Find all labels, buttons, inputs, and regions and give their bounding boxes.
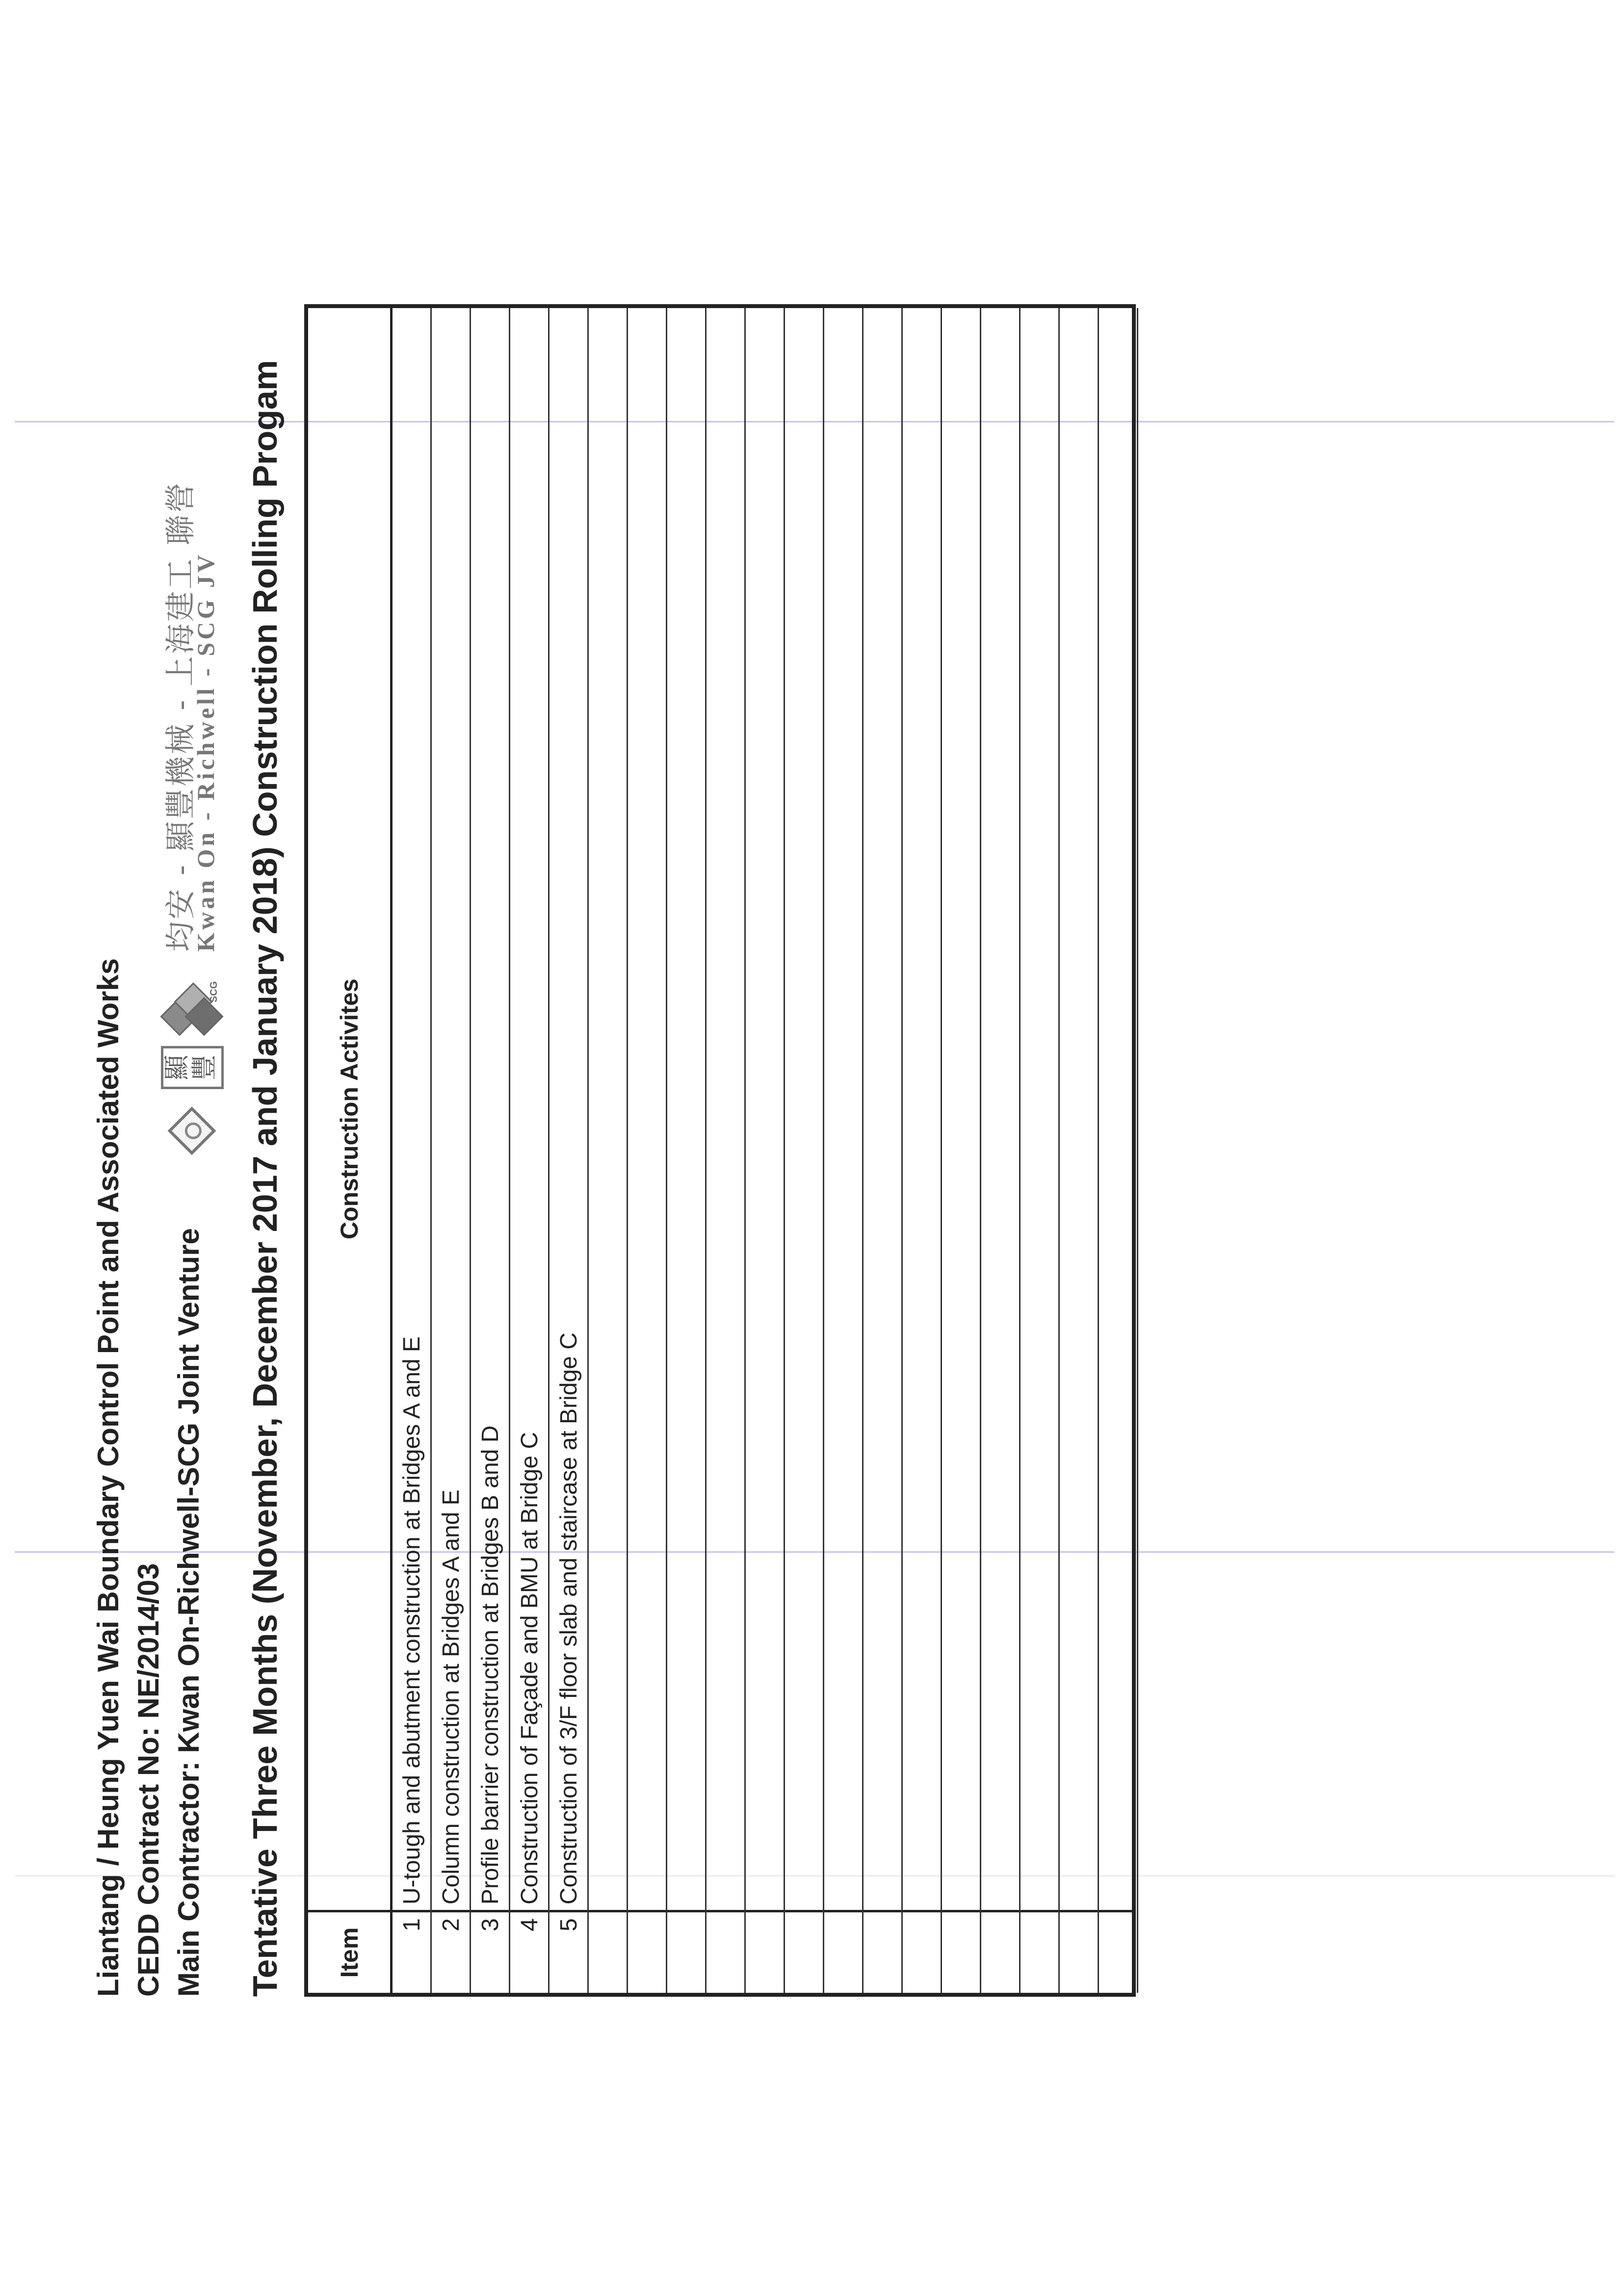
table-row: [471, 308, 510, 1993]
jv-name-chinese: 均安 - 顯豐機械 - 上海建工 聯營: [162, 480, 198, 952]
row-item-number: [589, 1918, 628, 1993]
row-item-number: [667, 1918, 707, 1993]
row-item-number: 3: [477, 1918, 503, 1931]
table-row: [785, 308, 824, 1993]
table-row: [550, 308, 589, 1993]
table-row: [667, 308, 707, 1993]
row-item-number: [942, 1918, 981, 1993]
scg-logo-icon: [156, 981, 220, 1035]
row-item-number: [1021, 1918, 1060, 1993]
table-row: [1099, 308, 1138, 1993]
kwan-on-logo-icon: [168, 1107, 216, 1155]
table-row: [903, 308, 942, 1993]
table-row: [393, 308, 432, 1993]
row-item-number: [903, 1918, 942, 1993]
row-item-number: [785, 1918, 824, 1993]
activities-column-header: Construction Activites: [335, 978, 363, 1240]
row-item-number: [864, 1918, 903, 1993]
row-item-number: 1: [399, 1918, 425, 1931]
project-title: Liantang / Heung Yuen Wai Boundary Control Point and Associated Works: [92, 958, 125, 1997]
table-row: [628, 308, 667, 1993]
table-row: [824, 308, 864, 1993]
row-item-number: [707, 1918, 746, 1993]
row-item-number: 5: [556, 1918, 582, 1931]
table-row: [942, 308, 981, 1993]
row-item-number: [981, 1918, 1021, 1993]
table-row: [1060, 308, 1099, 1993]
main-contractor: Main Contractor: Kwan On-Richwell-SCG Joint Venture: [172, 1228, 205, 1997]
jv-logo-block: [156, 412, 225, 1148]
row-item-number: 4: [517, 1918, 543, 1931]
table-row: [510, 308, 550, 1993]
row-item-number: [824, 1918, 864, 1993]
row-item-number: 2: [438, 1918, 464, 1931]
table-row: [589, 308, 628, 1993]
row-activity: U-tough and abutment construction at Bridges A and E: [399, 1336, 425, 1905]
table-row: [981, 308, 1021, 1993]
contract-number: CEDD Contract No: NE/2014/03: [132, 1563, 165, 1997]
activities-table: [304, 304, 1136, 1997]
jv-name-english: Kwan On - Richwell - SCG JV: [192, 552, 219, 952]
table-row: [707, 308, 746, 1993]
row-activity: Construction of Façade and BMU at Bridge C: [517, 1432, 543, 1905]
row-activity: Construction of 3/F floor slab and staircase at Bridge C: [556, 1332, 582, 1905]
item-column-header: Item: [335, 1927, 363, 1978]
table-row: [432, 308, 471, 1993]
table-row: [1021, 308, 1060, 1993]
row-item-number: [628, 1918, 667, 1993]
programme-title: Tentative Three Months (November, December 2017 and January 2018) Construction Rolling Progam: [246, 360, 284, 1997]
scg-logo-label: SCG: [209, 981, 219, 1003]
table-row: [864, 308, 903, 1993]
table-header-row: [308, 308, 393, 1993]
table-row: [746, 308, 785, 1993]
row-item-number: [1060, 1918, 1099, 1993]
row-item-number: [1099, 1918, 1138, 1993]
row-activity: Profile barrier construction at Bridges B and D: [477, 1425, 503, 1905]
row-item-number: [746, 1918, 785, 1993]
row-activity: Column construction at Bridges A and E: [438, 1489, 464, 1905]
richwell-seal-icon: 顯豐: [161, 1046, 224, 1089]
